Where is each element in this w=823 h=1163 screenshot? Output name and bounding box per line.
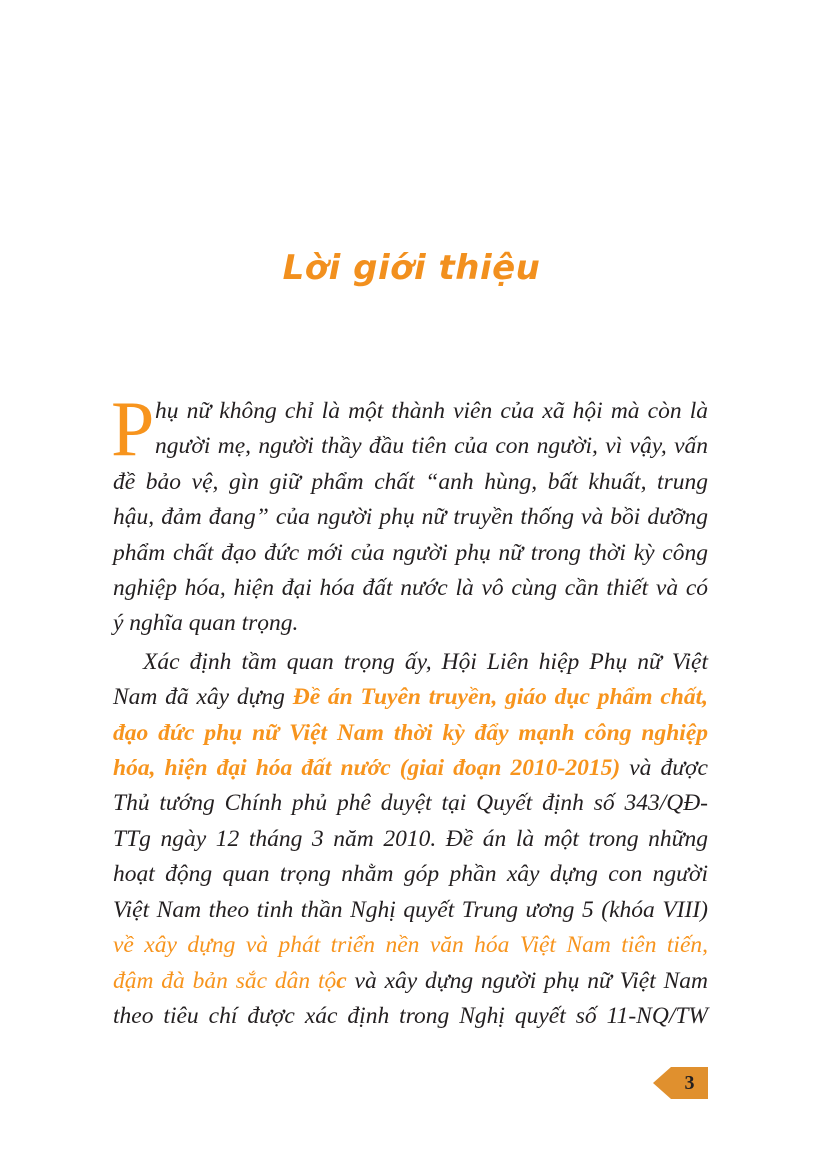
text-line: TTg ngày 12 tháng 3 năm 2010. Đề án là một trong những [113, 825, 708, 852]
resolution-highlight: đậm đà bản sắc dân tộ [113, 967, 337, 994]
text-line [113, 680, 708, 715]
page-number-badge [653, 1067, 708, 1099]
text-line: hậu, đảm đang” của người phụ nữ truyền thống và bồi dưỡng [113, 504, 708, 531]
text-line: Thủ tướng Chính phủ phê duyệt tại Quyết định số 343/QĐ- [113, 790, 708, 817]
text-line: Xác định tầm quan trọng ấy, Hội Liên hiệp Phụ nữ Việt [143, 648, 708, 675]
text-line: Việt Nam theo tinh thần Nghị quyết Trung ương 5 (khóa VIII) [113, 896, 708, 923]
text-span: Nam đã xây dựng [113, 684, 293, 711]
page-number: 3 [684, 1072, 695, 1094]
project-name-highlight: đạo đức phụ nữ Việt Nam thời kỳ đẩy mạnh công nghiệp [113, 719, 708, 746]
text-line: nghiệp hóa, hiện đại hóa đất nước là vô cùng cần thiết và có [113, 575, 708, 602]
text-line: phẩm chất đạo đức mới của người phụ nữ trong thời kỳ công [113, 539, 708, 566]
paragraph-1 [111, 385, 708, 642]
drop-cap: P [111, 385, 155, 472]
resolution-highlight-end: c [336, 967, 347, 994]
text-span: và được [620, 755, 708, 782]
project-name-highlight: hóa, hiện đại hóa đất nước (giai đoạn 2010-2015) [113, 755, 621, 782]
text-line [113, 964, 708, 999]
text-line [113, 751, 708, 786]
text-line: theo tiêu chí được xác định trong Nghị quyết số 11-NQ/TW [113, 1002, 708, 1029]
paragraph-2 [113, 645, 708, 1034]
text-line: hụ nữ không chỉ là một thành viên của xã hội mà còn là [155, 398, 708, 424]
text-line: hoạt động quan trọng nhằm góp phần xây dựng con người [113, 861, 708, 888]
page-title: Lời giới thiệu [282, 248, 541, 288]
resolution-highlight: về xây dựng và phát triển nền văn hóa Việt Nam tiên tiến, [113, 932, 708, 959]
body-text [111, 385, 708, 1034]
text-line: ý nghĩa quan trọng. [113, 610, 299, 637]
project-name-highlight: Đề án Tuyên truyền, giáo dục phẩm chất, [292, 684, 708, 711]
text-line: đề bảo vệ, gìn giữ phẩm chất “anh hùng, bất khuất, trung [113, 468, 708, 495]
text-span: và xây dựng người phụ nữ Việt Nam [346, 967, 708, 994]
text-line: người mẹ, người thầy đầu tiên của con người, vì vậy, vấn [155, 433, 708, 460]
